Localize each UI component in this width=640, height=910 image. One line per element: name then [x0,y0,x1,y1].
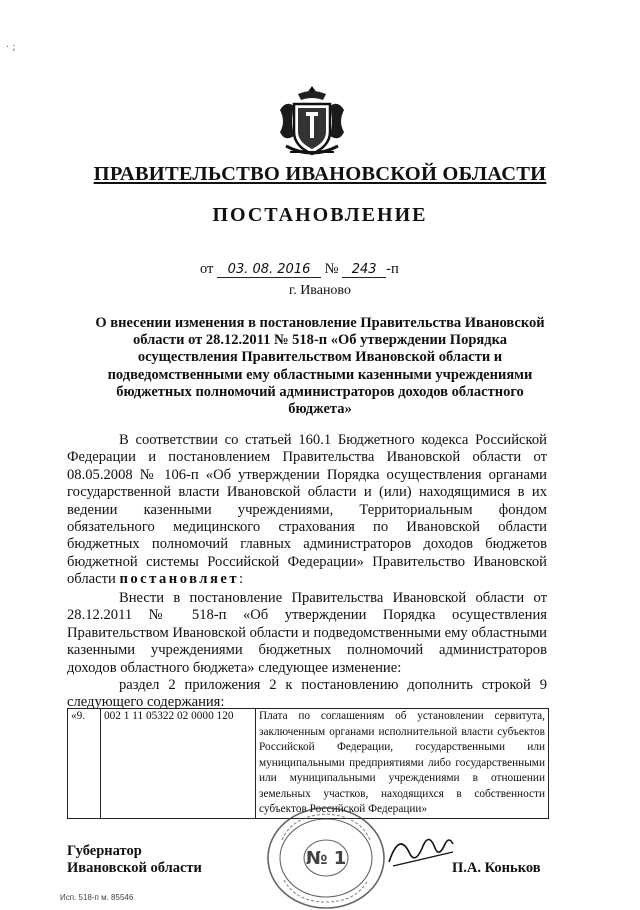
document-type: ПОСТАНОВЛЕНИЕ [212,204,428,226]
signer-name: П.А. Коньков [452,860,541,876]
official-stamp-icon [262,800,390,910]
handwritten-number: 243 [342,262,386,278]
preamble-text: В соответствии со статьей 160.1 Бюджетного кодекса Российской Федерации и постановлением Правительства Ивановской области от 08.05.2008 № 106-п «Об утверждении Порядка осуществления органами государственной власти Ивановской области и (или) находящимися в их ведении казенными учреждениями, Территориальным фондом обязательного медицинского страхования по Ивановской области бюджетных полномочий главных администраторов доходов бюджетов бюджетной системы Российской Федерации» Правительство Ивановской области [67,432,547,588]
handwritten-date: 03. 08. 2016 [217,262,321,278]
date-prefix: от [200,261,214,277]
city: г. Иваново [289,283,351,298]
date-number-line [200,261,399,278]
paragraph-preamble [67,432,547,589]
revenue-description: Плата по соглашениям об установлении сервитута, заключенным органами исполнительной власти субъектов Российской Федерации, государственными или муниципальными предприятиями либо государственными или муниципальными учреждениями в отношении земельных участков, находящихся в собственности субъектов Российской Федерации» [256,709,549,819]
number-label: № [324,261,339,277]
governor-position [67,843,202,877]
organization-name: ПРАВИТЕЛЬСТВО ИВАНОВСКОЙ ОБЛАСТИ [93,163,547,185]
document-title: О внесении изменения в постановление Правительства Ивановской области от 28.12.2011 № 518-п «Об утверждении Порядка осуществления Правительством Ивановской области и подведомственными ему областными казенными учреждениями бюджетных полномочий администраторов доходов областного бюджета» [95,315,545,418]
position-title: Губернатор [67,843,142,859]
coat-of-arms-icon [276,84,348,158]
footer-note: Исп. 518-п м. 85546 [60,893,134,902]
paragraph-amendment [67,590,547,712]
row-number: «9. [68,709,101,819]
amendment-text: Внести в постановление Правительства Ивановской области от 28.12.2011 № 518-п «Об утверждении Порядка осуществления Правительством Ивановской области и подведомственными ему областными казенными учреждениями бюджетных полномочий администраторов доходов областного бюджета» следующее изменение: [67,590,547,676]
number-suffix: -п [386,261,399,277]
revenue-code: 002 1 11 05322 02 0000 120 [101,709,256,819]
corner-speck: · ; [6,42,16,53]
amendment-section-text: раздел 2 приложения 2 к постановлению дополнить строкой 9 следующего содержания: [67,677,547,711]
handwritten-signature-icon [385,826,457,874]
stamp-number: № 1 [305,848,347,869]
position-region: Ивановской области [67,860,202,876]
preamble-colon: : [239,571,244,588]
resolve-verb: постановляет [119,571,240,588]
